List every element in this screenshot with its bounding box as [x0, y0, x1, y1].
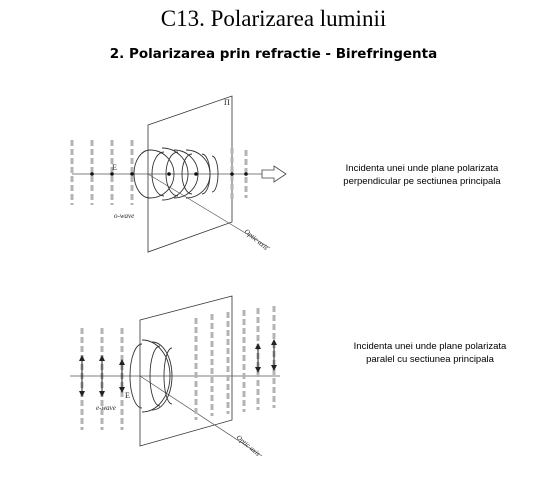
figure1-caption-line2: perpendicular pe sectiunea principala [343, 176, 501, 187]
figure1-optic-axis-label: Optic axis [242, 227, 270, 252]
figure1-incident-wavefronts [72, 140, 132, 205]
figure1-diagram [72, 96, 286, 252]
page-title: C13. Polarizarea luminii [160, 6, 387, 31]
figure1-wave-label: o-wave [114, 212, 135, 220]
figure2-field-label: E [125, 391, 130, 400]
figure2-caption-line2: paralel cu sectiunea principala [366, 354, 494, 365]
figure1-plane-label: Π [224, 98, 230, 107]
figure2-transmitted-wavefronts [196, 306, 274, 420]
figure1-outgoing-arrow-icon [262, 166, 286, 182]
figure1-caption-line1: Incidenta unei unde plane polarizata [345, 163, 499, 174]
figure1-field-label: E [112, 163, 117, 172]
figure2-wave-label: e-wave [96, 404, 116, 412]
figure2-optic-axis-label: Optic axis [234, 433, 262, 458]
figure2-caption-line1: Incidenta unei unde plane polarizata [353, 341, 507, 352]
figure2-crystal-plane [140, 296, 232, 446]
figure2-diagram [70, 296, 280, 458]
section-subtitle: 2. Polarizarea prin refractie - Birefringenta [109, 46, 438, 62]
